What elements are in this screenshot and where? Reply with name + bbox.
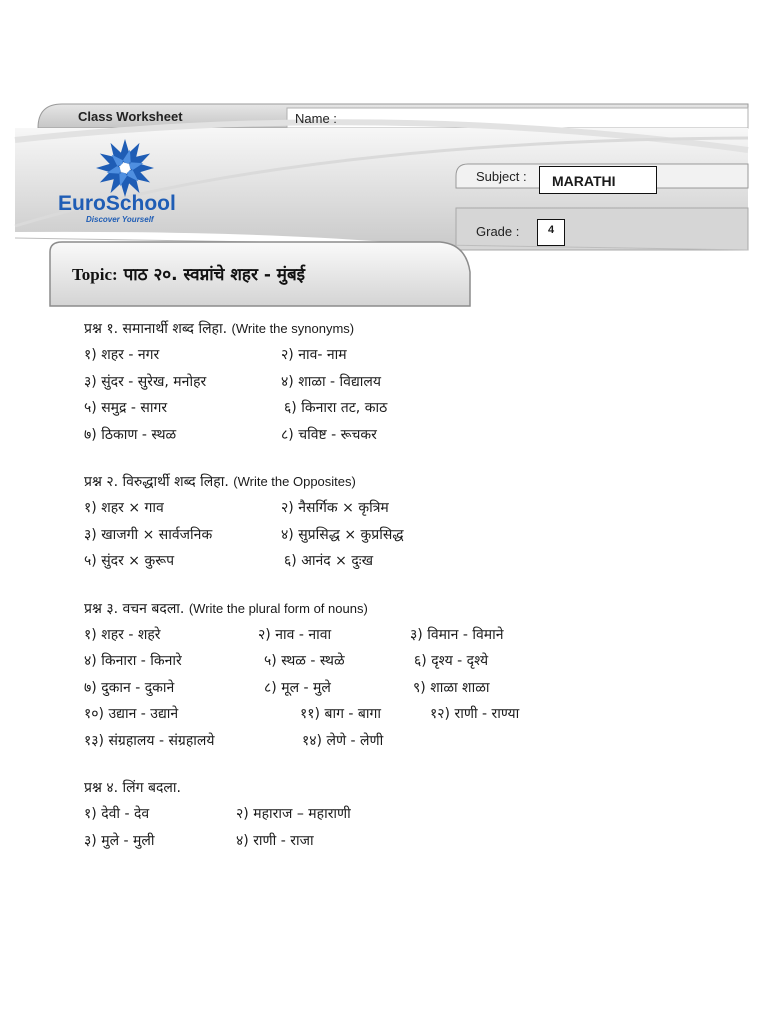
question-3 — [84, 596, 734, 755]
question-title — [84, 316, 734, 342]
topic-text: पाठ २०. स्वप्नांचे शहर - मुंबई — [117, 265, 306, 285]
answer-row — [84, 422, 734, 449]
questions-section — [84, 316, 734, 854]
answer-item: ३) विमान - विमाने — [410, 626, 504, 643]
answer-item: ३) मुले - मुली — [84, 832, 155, 849]
answer-item: २) नाव - नावा — [258, 626, 332, 643]
subject-label: Subject : — [476, 169, 527, 184]
answer-row — [84, 801, 734, 828]
answer-item: १३) संग्रहालय - संग्रहालये — [84, 732, 215, 749]
question-title — [84, 596, 734, 622]
answer-item: ५) सुंदर × कुरूप — [84, 553, 175, 569]
answer-item: ४) शाळा - विद्यालय — [281, 373, 382, 390]
question-1 — [84, 316, 734, 448]
question-title-english: (Write the Opposites) — [233, 474, 356, 489]
answer-item: ७) दुकान - दुकाने — [84, 679, 175, 696]
answer-item: ८) मूल - मुले — [264, 679, 331, 696]
question-title-english: (Write the plural form of nouns) — [188, 600, 368, 616]
answer-item: १) देवी - देव — [84, 806, 150, 822]
answer-row — [84, 728, 734, 755]
question-2 — [84, 469, 734, 575]
flower-star-logo-icon — [89, 138, 161, 198]
brand-tagline: Discover Yourself — [86, 215, 154, 224]
grade-label: Grade : — [476, 224, 520, 239]
answer-item: ६) किनारा तट, काठ — [284, 400, 388, 416]
answer-item: ४) राणी - राजा — [236, 832, 314, 849]
answer-item: ४) किनारा - किनारे — [84, 653, 182, 669]
answer-item: ४) सुप्रसिद्ध × कुप्रसिद्ध — [281, 526, 404, 543]
topic-prefix: Topic: — [72, 265, 118, 284]
answer-item: १) शहर - नगर — [84, 347, 160, 363]
worksheet-header — [0, 0, 768, 310]
answer-row — [84, 495, 734, 522]
question-title-text: प्रश्न ४. लिंग बदला. — [84, 780, 181, 796]
answer-item: १४) लेणे - लेणी — [302, 732, 384, 749]
answer-row — [84, 395, 734, 422]
answer-row — [84, 548, 734, 575]
name-label: Name : — [295, 111, 337, 126]
question-4 — [84, 775, 734, 854]
question-title-text: प्रश्न १. समानार्थी शब्द लिहा. — [84, 321, 228, 337]
question-title-text: प्रश्न ३. वचन बदला. — [84, 600, 185, 617]
question-title — [84, 469, 734, 495]
answer-row — [84, 828, 734, 855]
answer-item: ३) सुंदर - सुरेख, मनोहर — [84, 373, 207, 390]
topic-title — [72, 262, 305, 285]
answer-item: ११) बाग - बागा — [300, 706, 382, 722]
answer-item: ६) दृश्य - दृश्ये — [414, 653, 489, 669]
answer-item: २) नाव- नाम — [281, 347, 347, 363]
answer-row — [84, 701, 734, 728]
answer-item: ५) समुद्र - सागर — [84, 400, 168, 416]
answer-item: १) शहर - शहरे — [84, 626, 161, 643]
worksheet-label: Class Worksheet — [78, 109, 183, 124]
answer-row — [84, 342, 734, 369]
brand-name: EuroSchool — [58, 192, 176, 215]
answer-row — [84, 522, 734, 549]
answer-item: ८) चविष्ट - रूचकर — [281, 426, 377, 443]
answer-item: ५) स्थळ - स्थळे — [264, 653, 345, 669]
subject-value: MARATHI — [539, 166, 657, 194]
answer-row — [84, 369, 734, 396]
answer-item: २) महाराज – महाराणी — [236, 806, 351, 822]
answer-item: १२) राणी - राण्या — [430, 706, 520, 722]
answer-item: ३) खाजगी × सार्वजनिक — [84, 526, 213, 543]
answer-item: २) नैसर्गिक × कृत्रिम — [281, 500, 389, 516]
question-title-english: (Write the synonyms) — [231, 321, 355, 336]
answer-item: १) शहर × गाव — [84, 500, 164, 516]
grade-value: 4 — [537, 219, 565, 246]
answer-item: ९) शाळा शाळा — [413, 679, 490, 696]
answer-item: ६) आनंद × दुःख — [284, 553, 374, 569]
answer-item: १०) उद्यान - उद्याने — [84, 706, 179, 722]
answer-row — [84, 648, 734, 675]
answer-row — [84, 675, 734, 702]
question-title-text: प्रश्न २. विरुद्धार्थी शब्द लिहा. — [84, 474, 229, 490]
answer-row — [84, 622, 734, 649]
question-title — [84, 775, 734, 801]
answer-item: ७) ठिकाण - स्थळ — [84, 426, 177, 443]
